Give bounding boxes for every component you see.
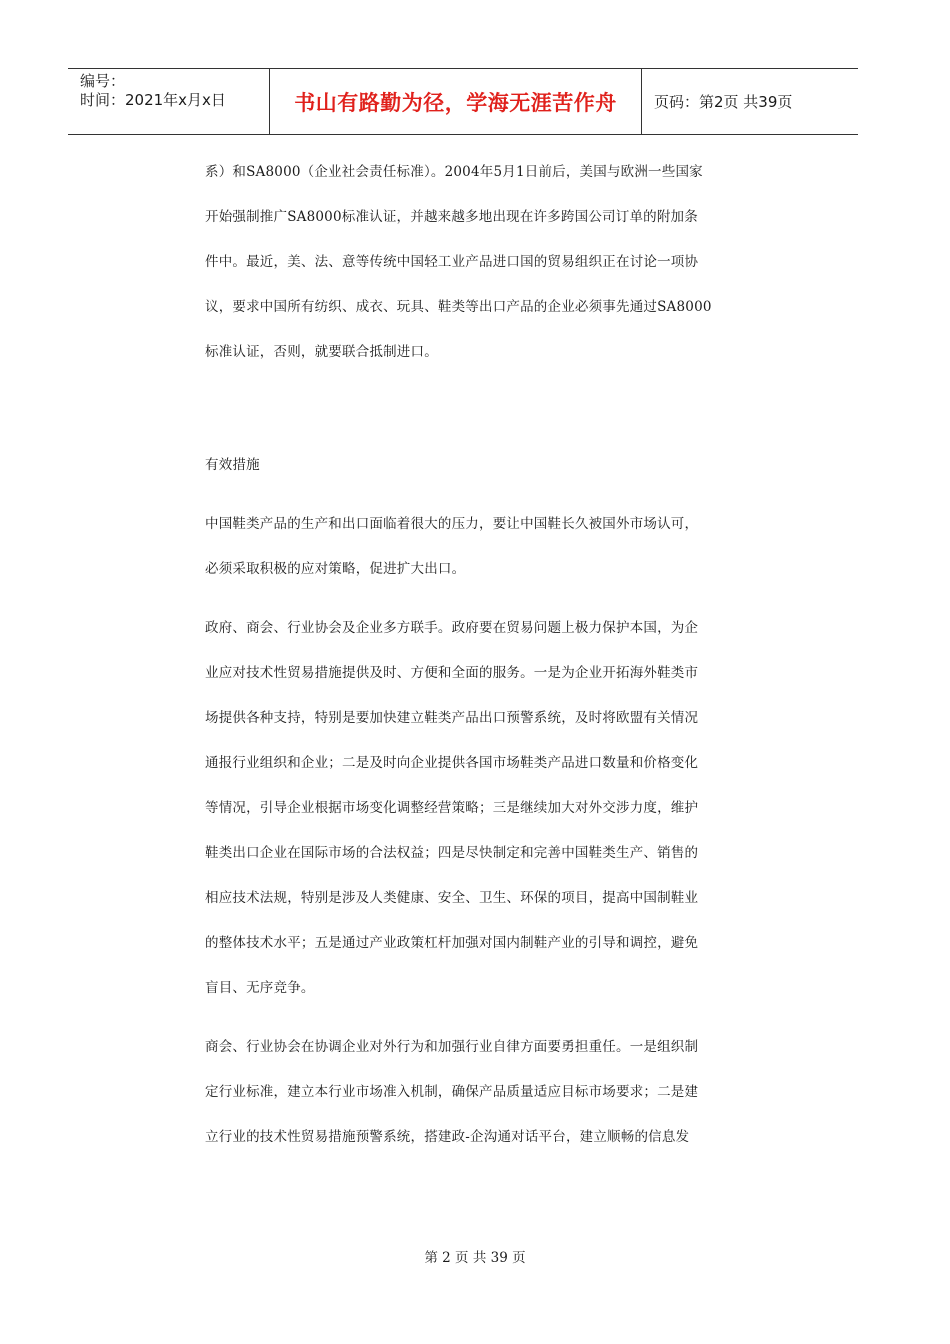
text-line: 议，要求中国所有纺织、成衣、玩具、鞋类等出口产品的企业必须事先通过SA8000 [205, 299, 712, 315]
paragraph-2 [205, 502, 730, 592]
text-line: 相应技术法规，特别是涉及人类健康、安全、卫生、环保的项目，提高中国制鞋业 [205, 890, 699, 906]
page-footer: 第 2 页 共 39 页 [424, 1250, 526, 1266]
text-line: 鞋类出口企业在国际市场的合法权益；四是尽快制定和完善中国鞋类生产、销售的 [205, 845, 699, 861]
text-line: 立行业的技术性贸易措施预警系统，搭建政-企沟通对话平台，建立顺畅的信息发 [205, 1129, 690, 1145]
header-motto: 书山有路勤为径，学海无涯苦作舟 [270, 69, 642, 134]
document-time: 时间：2021年x月x日 [80, 91, 226, 109]
paragraph-3 [205, 606, 730, 1011]
text-line: 定行业标准，建立本行业市场准入机制，确保产品质量适应目标市场要求；二是建 [205, 1084, 699, 1100]
text-line: 件中。最近，美、法、意等传统中国轻工业产品进口国的贸易组织正在讨论一项协 [205, 254, 699, 270]
page-header [68, 68, 858, 135]
paragraph-gap [205, 1011, 730, 1025]
text-line: 商会、行业协会在协调企业对外行为和加强行业自律方面要勇担重任。一是组织制 [205, 1039, 699, 1055]
header-meta [68, 69, 270, 134]
text-line: 等情况，引导企业根据市场变化调整经营策略；三是继续加大对外交涉力度，维护 [205, 800, 699, 816]
text-line: 通报行业组织和企业；二是及时向企业提供各国市场鞋类产品进口数量和价格变化 [205, 755, 699, 771]
paragraph-gap [205, 375, 730, 443]
section-heading: 有效措施 [205, 457, 260, 473]
text-line: 的整体技术水平；五是通过产业政策杠杆加强对国内制鞋产业的引导和调控，避免 [205, 935, 699, 951]
text-line: 必须采取积极的应对策略，促进扩大出口。 [205, 561, 466, 577]
paragraph-gap [205, 592, 730, 606]
document-body [205, 150, 730, 1160]
document-number-label: 编号： [80, 72, 126, 90]
header-page-info: 页码：第2页 共39页 [654, 93, 793, 111]
paragraph-1 [205, 150, 730, 375]
text-line: 场提供各种支持，特别是要加快建立鞋类产品出口预警系统，及时将欧盟有关情况 [205, 710, 699, 726]
text-line: 系）和SA8000（企业社会责任标准）。2004年5月1日前后，美国与欧洲一些国家 [205, 164, 703, 180]
text-line: 中国鞋类产品的生产和出口面临着很大的压力，要让中国鞋长久被国外市场认可， [205, 516, 699, 532]
paragraph-4 [205, 1025, 730, 1160]
text-line: 盲目、无序竞争。 [205, 980, 315, 996]
text-line: 标准认证，否则，就要联合抵制进口。 [205, 344, 438, 360]
text-line: 开始强制推广SA8000标准认证，并越来越多地出现在许多跨国公司订单的附加条 [205, 209, 698, 225]
paragraph-gap [205, 488, 730, 502]
text-line: 政府、商会、行业协会及企业多方联手。政府要在贸易问题上极力保护本国，为企 [205, 620, 699, 636]
text-line: 业应对技术性贸易措施提供及时、方便和全面的服务。一是为企业开拓海外鞋类市 [205, 665, 699, 681]
